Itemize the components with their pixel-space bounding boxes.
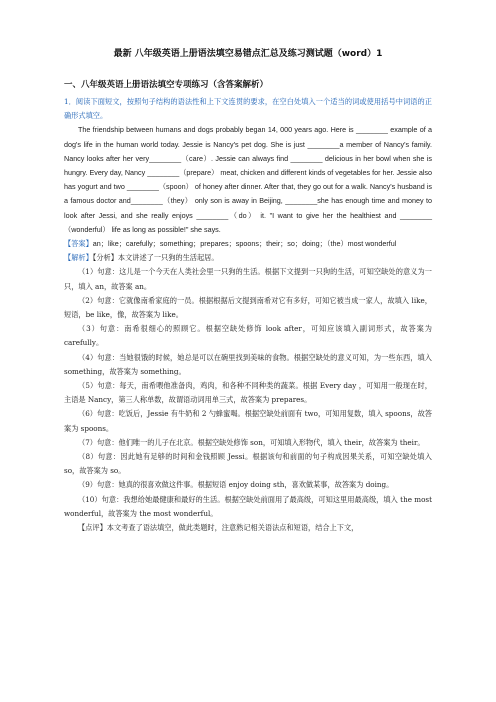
analysis-item: （6）句意：吃饭后，Jessie 有牛奶和 2 勺蜂蜜喝。根据空缺处前面有 two，可知用复数，填入 spoons，故答案为 spoons。 — [64, 409, 432, 433]
document-body — [64, 95, 432, 535]
analysis-intro — [64, 251, 432, 265]
question-instruction: 1．阅读下面短文，按照句子结构的语法性和上下文连贯的要求，在空白处填入一个适当的词或使用括号中词语的正确形式填空。 — [64, 97, 432, 121]
analysis-item: （10）句意：我想给她最健康和最好的生活。根据空缺处前面用了最高级，可知这里用最高级，填入 the most wonderful，故答案为 the most wonderful。 — [64, 494, 432, 518]
answer-text: an；like；carefully；something；prepares；spoons；their；so；doing；（the）most wonderful — [92, 239, 397, 249]
analysis-item: （2）句意：它就像南希家庭的一员。根据根据后文提到南希对它有多好，可知它被当成一家人，故填入 like，短语，be like，像，故答案为 like。 — [64, 295, 432, 320]
analysis-item: （1）句意：这儿是一个今天在人类社会里一只狗的生活。根据下文提到一只狗的生活，可知空缺处的意义为一只，填入 an，故答案 an。 — [64, 267, 432, 291]
analysis-item: （8）句意：因此她有足够的时间和金钱照顾 Jessi。根据该句和前面的句子构成因果关系，可知空缺处填入 so，故答案为 so。 — [64, 452, 432, 476]
analysis-intro-text: 【分析】本文讲述了一只狗的生活起居。 — [92, 253, 219, 263]
analysis-item: （5）句意：每天，南希喂他准备肉，鸡肉，和各种不同种类的蔬菜。根据 Every day ，可知用一般现在时，主语是 Nancy，第三人称单数，故谓语动词用单三式，故答案为 prepares。 — [64, 381, 432, 405]
passage-text: The friendship between humans and dogs probably began 14, 000 years ago. Here is ________ example of a dog's life in the human world today. Jessie is Nancy's pet dog. She is just ________a member of Nancy's family. Nancy looks after her very________（care）. Jessie can always find ________ delicious in her bowl when she is hungry. Every day, Nancy ________（prepare） meat, chicken and different kinds of vegetables for her. Jessie also has yogurt and two ________（spoon） of honey after dinner. After that, they go out for a walk. Nancy's husband is a famous doctor and________（they） only son is away in Beijing, ________she has enough time and money to look after Jessi, and she really enjoys ________（do） it. "I want to give her the healthiest and ________（wonderful） life as long as possible!" she says. — [64, 125, 432, 234]
comment-line: 【点评】本文考查了语法填空，做此类题时，注意熟记相关语法点和短语，结合上下文， — [78, 523, 359, 533]
analysis-tag: 【解析】 — [64, 253, 93, 263]
document-title: 最新 八年级英语上册语法填空易错点汇总及练习测试题（word）1 — [113, 49, 383, 59]
answer-tag: 【答案】 — [64, 239, 93, 249]
analysis-item: （3）句意：南希很细心的照顾它。根据空缺处修饰 look after，可知应该填入副词形式，故答案为 carefully。 — [64, 324, 432, 348]
analysis-item: （4）句意：当她很饿的时候，她总是可以在碗里找到美味的食物。根据空缺处的意义可知，为一些东西，填入 something，故答案为 something。 — [64, 352, 432, 376]
section-heading: 一、八年级英语上册语法填空专项练习（含答案解析） — [64, 80, 269, 90]
analysis-item: （7）句意：他们唯一的儿子在北京。根据空缺处修饰 son，可知填入形物代，填入 their，故答案为 their。 — [78, 437, 425, 447]
answer-line — [64, 237, 432, 251]
analysis-item: （9）句意：她真的很喜欢做这件事。根据短语 enjoy doing sth，喜欢做某事，故答案为 doing。 — [78, 480, 394, 490]
